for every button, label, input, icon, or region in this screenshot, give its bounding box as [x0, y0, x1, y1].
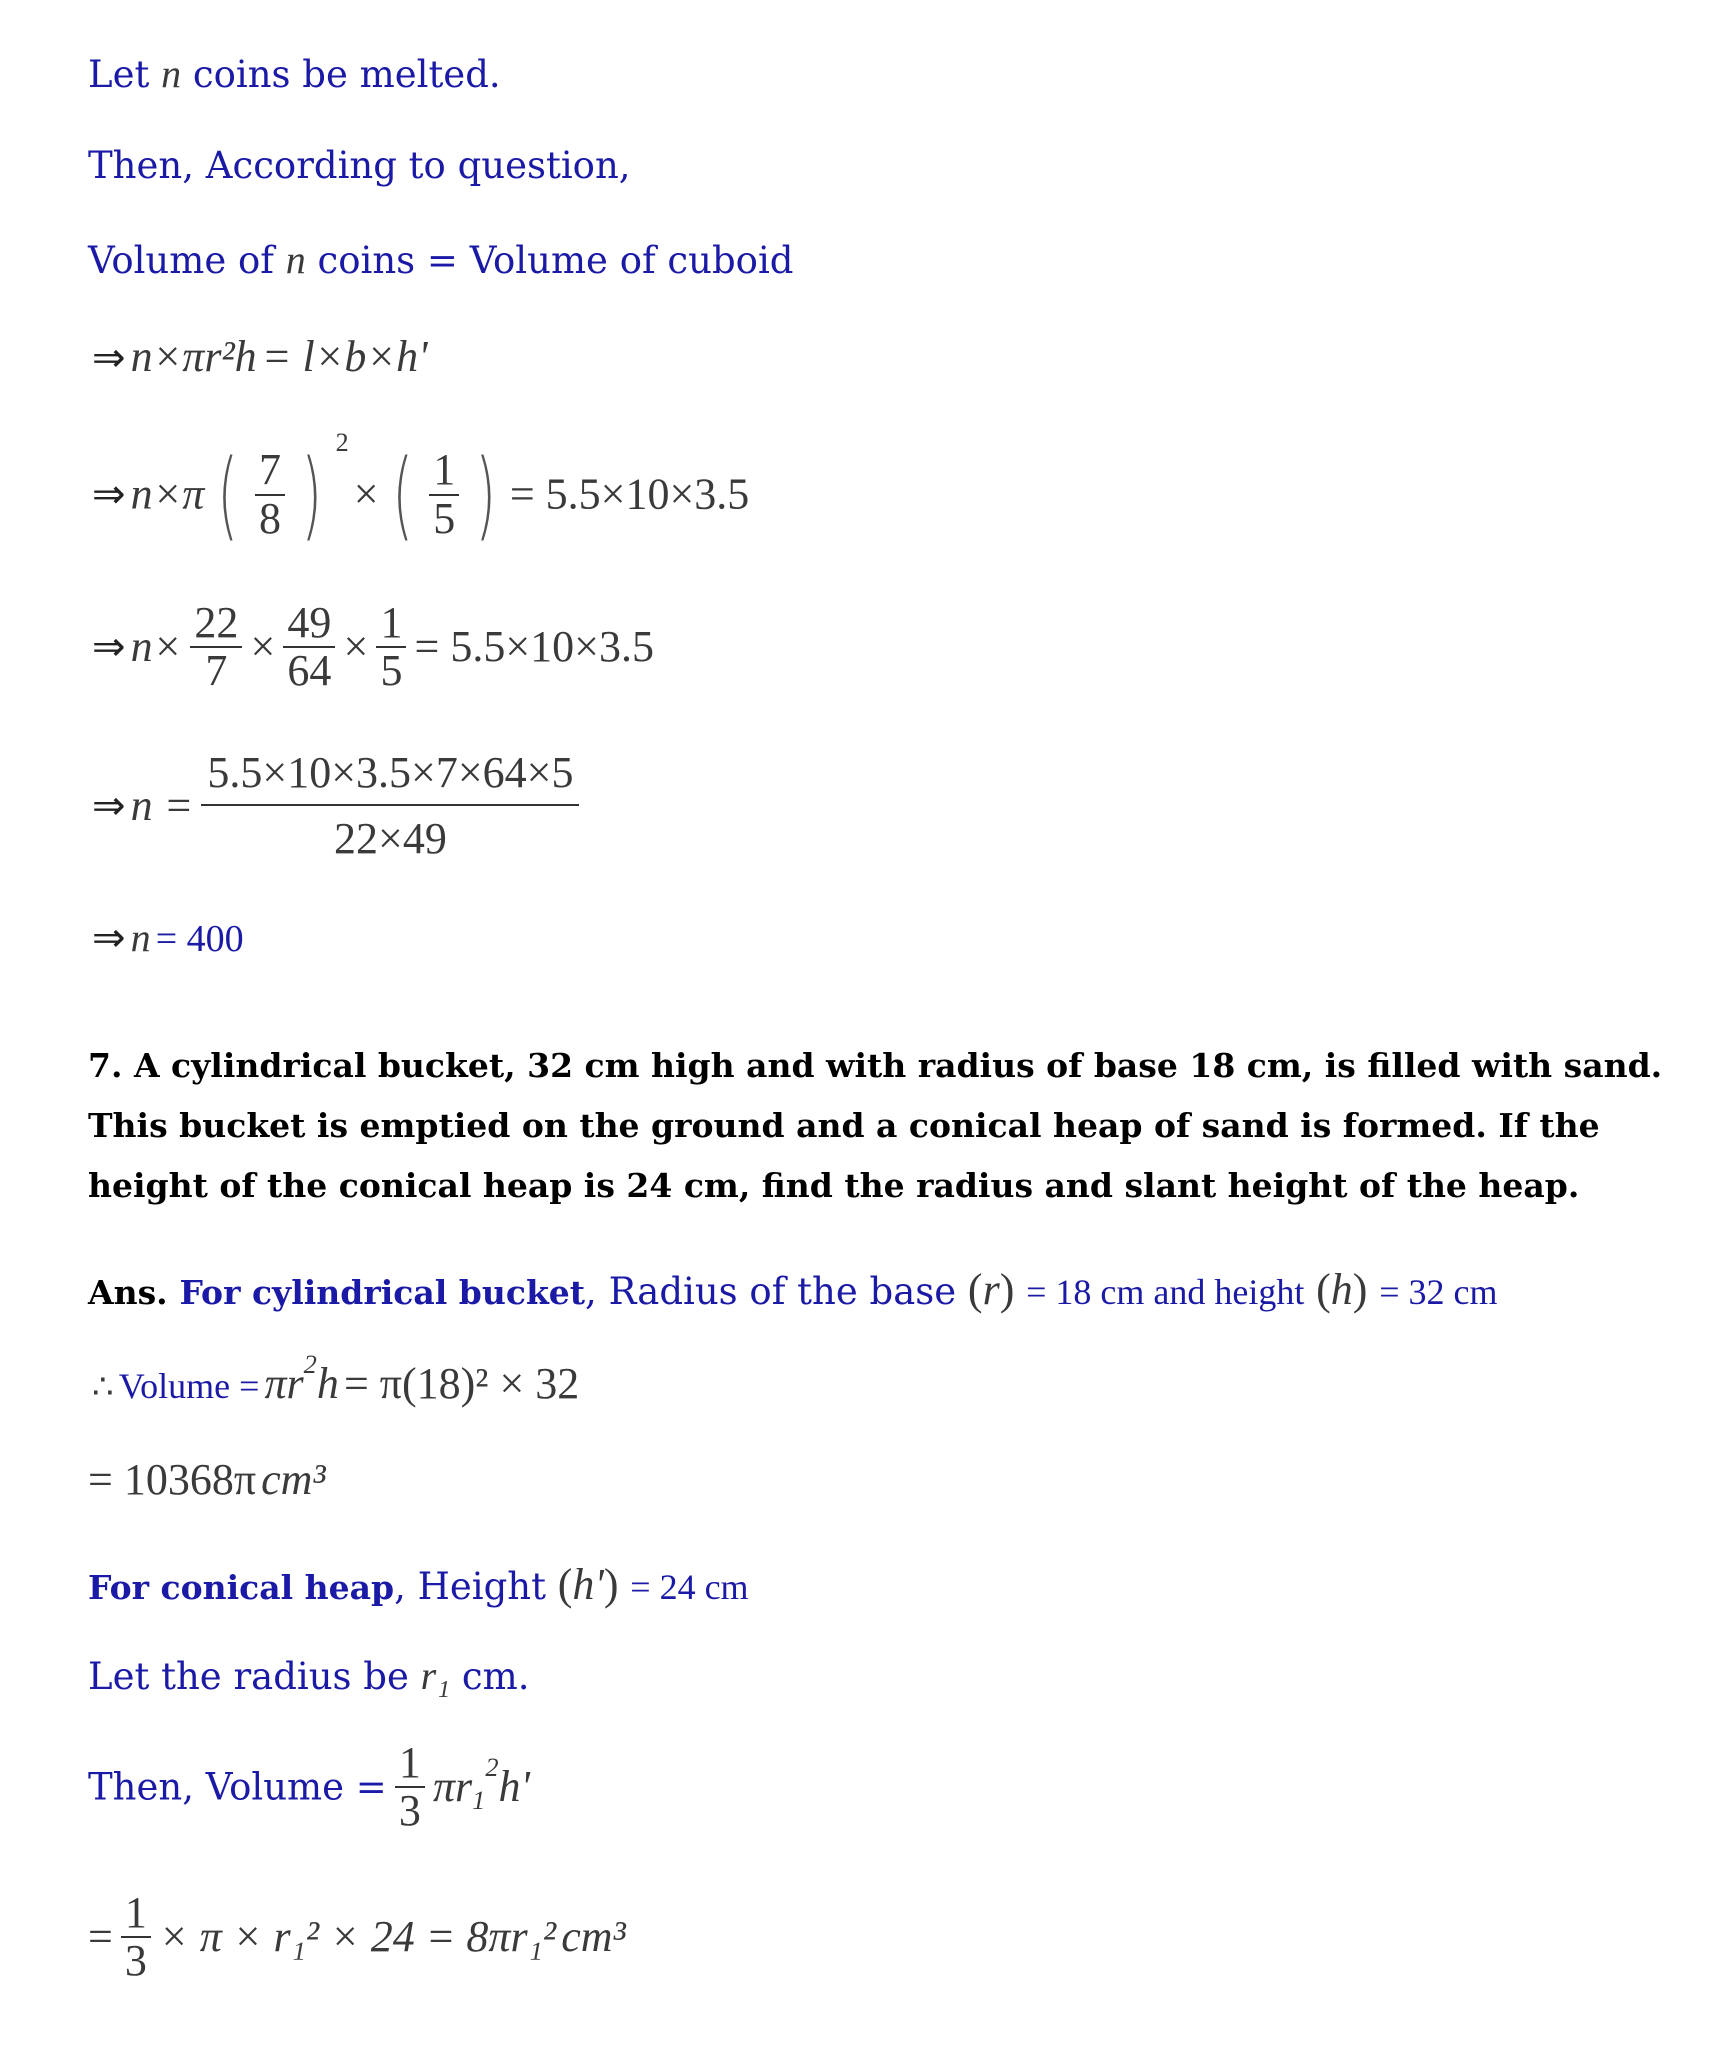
numerator: 7 — [255, 447, 285, 495]
fraction-49-64 — [283, 600, 335, 694]
n-equals-400: = 400 — [155, 918, 244, 960]
eq1-lhs: n×πr²h — [130, 332, 257, 381]
denominator: 5 — [433, 493, 456, 543]
volume-formula: = π(18)² × 32 — [343, 1359, 580, 1408]
pi-r-squared-h: $\pi r^2h$ — [264, 1348, 339, 1408]
equation-step-2 — [92, 428, 750, 551]
equals-sign: = — [88, 1912, 113, 1962]
eq2-lhs: n×π — [130, 469, 205, 519]
fraction-1-5 — [376, 600, 406, 694]
right-paren: ) — [475, 438, 497, 551]
fraction-one-third — [395, 1740, 425, 1834]
then-volume-label: Then, Volume = — [88, 1765, 387, 1809]
cm-text: cm. — [461, 1655, 530, 1698]
radius-value-text: = 18 cm and height — [1026, 1272, 1305, 1312]
implies-arrow: ⇒ — [92, 471, 126, 518]
unit-cm3: cm³ — [561, 1912, 626, 1962]
intro-line-3 — [88, 237, 794, 282]
volume-result-line — [88, 1455, 326, 1504]
cylindrical-bucket-label: For cylindrical bucket — [179, 1273, 586, 1312]
let-radius-text: Let the radius be — [88, 1655, 409, 1698]
denominator: 3 — [398, 1786, 421, 1836]
coins-equals-cuboid: coins = Volume of cuboid — [317, 239, 794, 282]
therefore-sign: ∴ — [92, 1369, 114, 1406]
intro-let: Let — [88, 53, 150, 96]
times-sign: × — [343, 622, 369, 672]
equation-step-3 — [92, 600, 654, 694]
intro-line-1 — [88, 51, 501, 96]
fraction-22-7 — [190, 600, 242, 694]
height-value-text: = 32 cm — [1379, 1272, 1498, 1312]
left-paren: ( — [217, 438, 239, 551]
numerator: 49 — [283, 600, 335, 648]
times-sign: × — [353, 469, 379, 519]
implies-arrow: ⇒ — [92, 335, 126, 381]
denominator: 3 — [124, 1936, 147, 1986]
pi-r1-squared-h-prime: $\pi r_1^2h'$ — [432, 1752, 530, 1816]
variable-n-times: n× — [130, 622, 183, 672]
exponent: 2 — [335, 428, 349, 457]
paren-h-prime: (h') — [557, 1560, 619, 1609]
eq2-rhs: = 5.5×10×3.5 — [509, 469, 750, 519]
volume-of-text: Volume of — [88, 239, 274, 282]
equation-step-4 — [92, 750, 582, 862]
left-paren: ( — [392, 438, 413, 551]
intro-line-2: Then, According to question, — [88, 144, 631, 187]
numerator: 1 — [376, 600, 406, 648]
numerator: 22 — [190, 600, 242, 648]
denominator: 8 — [258, 493, 281, 543]
eq1-rhs: = l×b×h' — [261, 332, 428, 381]
final-volume-line — [88, 1890, 626, 1984]
paren-h: (h) — [1316, 1265, 1368, 1314]
denominator: 5 — [380, 646, 403, 696]
conical-heap-line — [88, 1560, 749, 1609]
let-radius-line — [88, 1653, 530, 1698]
denominator: 64 — [287, 646, 332, 696]
height-text: , Height — [394, 1565, 546, 1608]
variable-h-prime: h' — [572, 1560, 604, 1609]
implies-arrow: ⇒ — [92, 624, 126, 671]
equation-step-5 — [92, 915, 244, 961]
cone-height-value: = 24 cm — [630, 1567, 749, 1607]
fraction-7-8 — [255, 447, 285, 541]
variable-h: h — [1330, 1265, 1353, 1314]
intro-coins-melted: coins be melted. — [192, 53, 501, 96]
numerator: 1 — [395, 1740, 425, 1788]
implies-arrow: ⇒ — [92, 783, 126, 830]
fraction-1-5 — [429, 447, 459, 541]
fraction-n-solution — [201, 750, 579, 862]
volume-result: = 10368π — [88, 1455, 257, 1504]
question-7: 7. A cylindrical bucket, 32 cm high and with radius of base 18 cm, is filled with sand. This bucket is emptied on the ground and a conical heap of sand is formed. If the height of the conical heap is 24 cm, find the radius and slant height of the heap. — [88, 1046, 1663, 1205]
times-sign: × — [250, 622, 276, 672]
implies-arrow: ⇒ — [92, 915, 126, 961]
variable-n: n — [130, 915, 151, 960]
variable-r: r — [982, 1265, 1000, 1314]
fraction-one-third — [121, 1890, 151, 1984]
numerator: 1 — [121, 1890, 151, 1938]
eq3-rhs: = 5.5×10×3.5 — [414, 622, 654, 672]
variable-r1: r₁ — [420, 1653, 451, 1698]
ans-label: Ans. — [88, 1273, 168, 1312]
then-volume-line — [88, 1740, 530, 1834]
variable-n: n — [161, 51, 182, 96]
final-volume-expression: × π × r₁² × 24 = 8πr₁² — [159, 1912, 557, 1962]
volume-line — [92, 1348, 580, 1408]
right-paren: ) — [301, 438, 323, 551]
numerator: 1 — [429, 447, 459, 495]
equation-step-1 — [92, 332, 428, 381]
answer-line-cylinder — [88, 1265, 1498, 1314]
variable-n-equals: n = — [130, 781, 194, 831]
variable-n: n — [285, 237, 306, 282]
numerator: 5.5×10×3.5×7×64×5 — [201, 750, 579, 806]
radius-of-base-text: , Radius of the base — [585, 1270, 957, 1313]
volume-label: Volume = — [118, 1366, 260, 1406]
paren-r: (r) — [967, 1265, 1015, 1314]
conical-heap-label: For conical heap — [88, 1568, 395, 1607]
denominator: 22×49 — [334, 814, 447, 864]
denominator: 7 — [205, 646, 228, 696]
unit-cm3: cm³ — [261, 1455, 326, 1504]
